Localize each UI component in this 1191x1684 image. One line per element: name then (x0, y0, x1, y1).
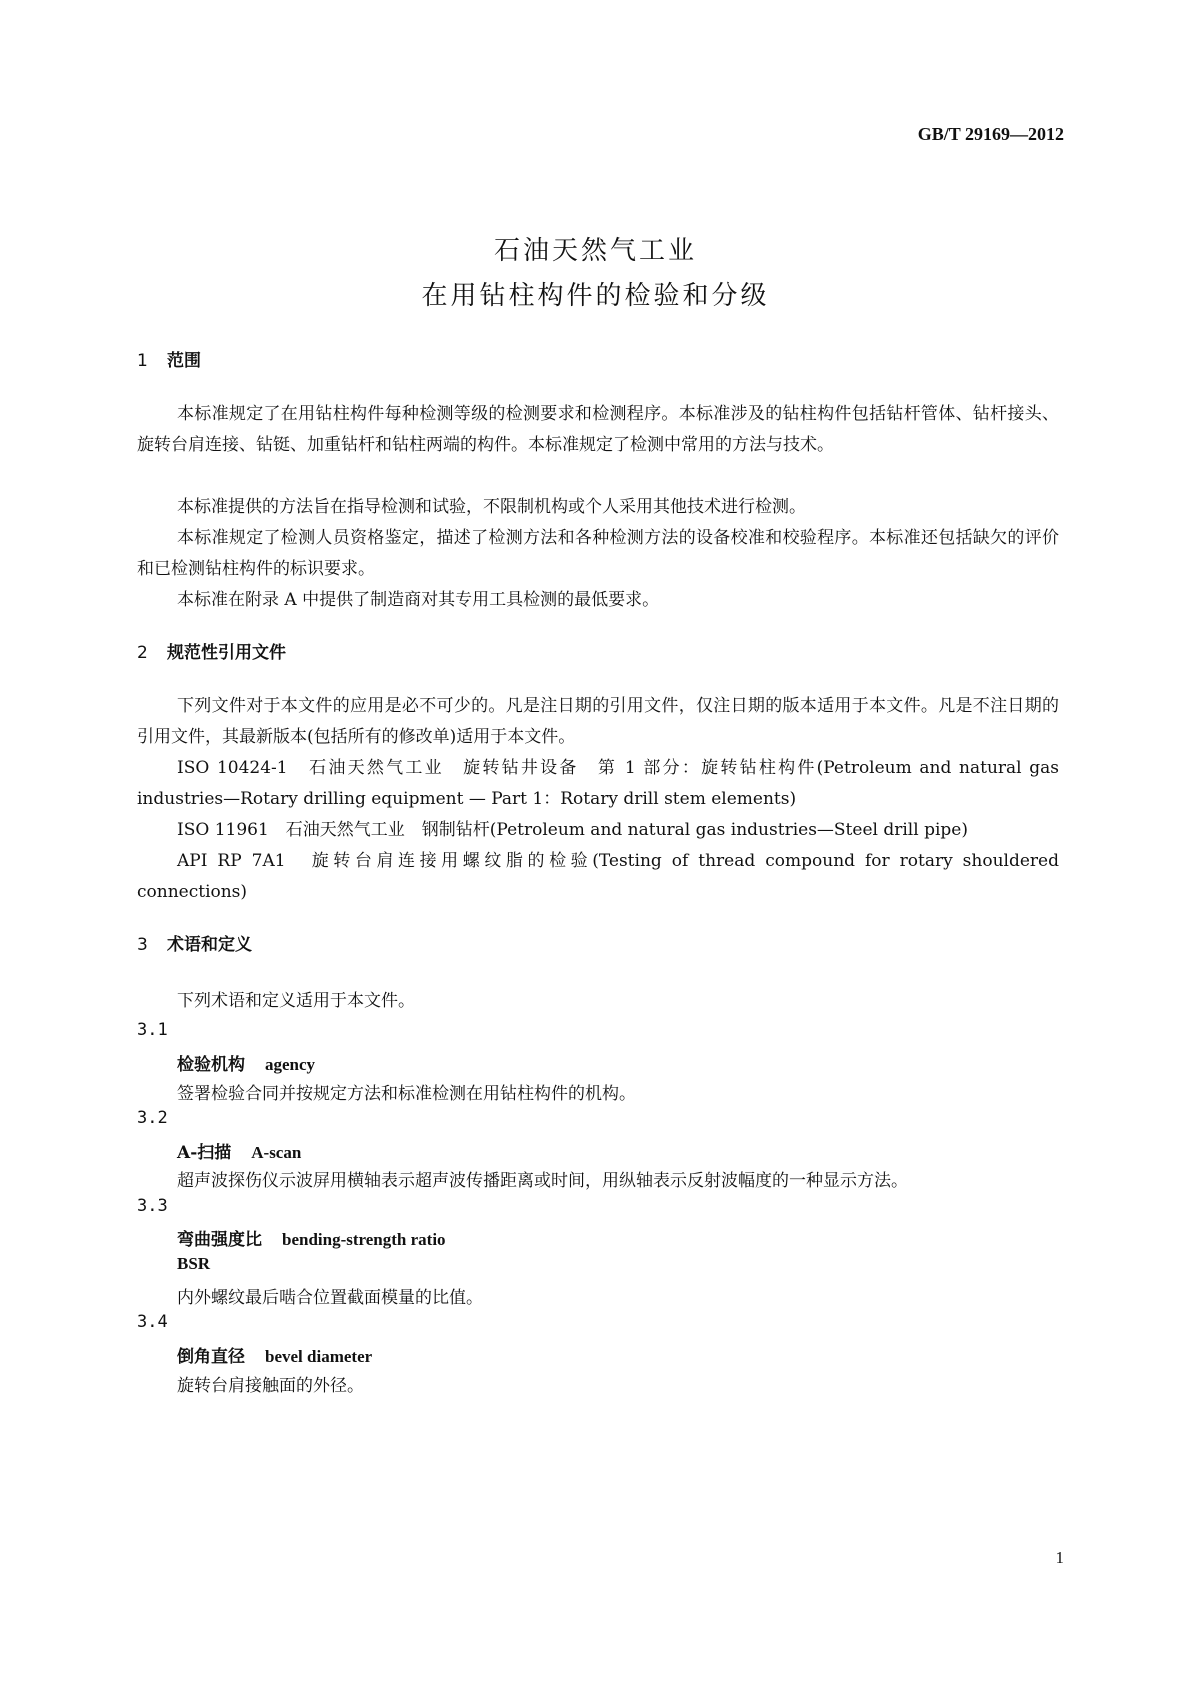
term-en: agency (265, 1055, 316, 1074)
section-title: 范围 (167, 351, 201, 371)
section-1-heading (137, 346, 201, 371)
section-2-heading (137, 638, 286, 663)
term-number: 3.1 (137, 1020, 168, 1040)
section-3-heading (137, 930, 252, 955)
term-heading (177, 1138, 301, 1163)
term-en: bending-strength ratio (282, 1230, 446, 1249)
reference-item: ISO 11961 石油天然气工业 钢制钻杆(Petroleum and natural gas industries—Steel drill pipe) (177, 820, 968, 840)
term-heading (177, 1050, 315, 1075)
term-en: A-scan (251, 1143, 302, 1162)
term-number: 3.3 (137, 1196, 168, 1216)
section-title: 术语和定义 (167, 935, 252, 955)
term-abbreviation: BSR (177, 1254, 211, 1273)
term-definition: 内外螺纹最后啮合位置截面模量的比值。 (177, 1288, 483, 1308)
standard-number: GB/T 29169—2012 (917, 124, 1064, 144)
paragraph: 下列术语和定义适用于本文件。 (177, 991, 415, 1011)
paragraph: 本标准提供的方法旨在指导检测和试验，不限制机构或个人采用其他技术进行检测。 (177, 497, 806, 517)
term-number: 3.2 (137, 1108, 168, 1128)
paragraph: 下列文件对于本文件的应用是必不可少的。凡是注日期的引用文件，仅注日期的版本适用于本文件。凡是不注日期的引用文件，其最新版本(包括所有的修改单)适用于本文件。 (137, 696, 1059, 747)
section-title: 规范性引用文件 (167, 643, 286, 663)
term-cn: 弯曲强度比 (177, 1230, 262, 1250)
reference-item: ISO 10424-1 石油天然气工业 旋转钻井设备 第 1 部分：旋转钻柱构件(Petroleum and natural gas industries—Rotary drilling equipment — Part 1：Rotary drill stem elements) (137, 758, 1059, 809)
term-cn: 倒角直径 (177, 1347, 245, 1367)
reference-item: API RP 7A1 旋转台肩连接用螺纹脂的检验(Testing of thread compound for rotary shouldered connections) (137, 851, 1059, 902)
term-heading (177, 1225, 446, 1250)
paragraph: 本标准规定了检测人员资格鉴定，描述了检测方法和各种检测方法的设备校准和校验程序。本标准还包括缺欠的评价和已检测钻柱构件的标识要求。 (137, 528, 1059, 579)
term-definition: 超声波探伤仪示波屏用横轴表示超声波传播距离或时间，用纵轴表示反射波幅度的一种显示方法。 (177, 1171, 908, 1191)
term-definition: 签署检验合同并按规定方法和标准检测在用钻柱构件的机构。 (177, 1084, 636, 1104)
section-number: 3 (137, 935, 148, 955)
term-cn: A-扫描 (177, 1143, 232, 1163)
document-title-line2: 在用钻柱构件的检验和分级 (421, 281, 770, 311)
term-definition: 旋转台肩接触面的外径。 (177, 1376, 364, 1396)
paragraph: 本标准在附录 A 中提供了制造商对其专用工具检测的最低要求。 (177, 590, 660, 610)
section-number: 2 (137, 643, 148, 663)
term-en: bevel diameter (265, 1347, 373, 1366)
term-cn: 检验机构 (177, 1055, 245, 1075)
paragraph: 本标准规定了在用钻柱构件每种检测等级的检测要求和检测程序。本标准涉及的钻柱构件包括钻杆管体、钻杆接头、旋转台肩连接、钻铤、加重钻杆和钻柱两端的构件。本标准规定了检测中常用的方法与技术。 (137, 404, 1059, 455)
term-number: 3.4 (137, 1312, 168, 1332)
page-number: 1 (1055, 1548, 1064, 1567)
term-heading (177, 1342, 372, 1367)
section-number: 1 (137, 351, 148, 371)
document-title-line1: 石油天然气工业 (493, 236, 697, 266)
